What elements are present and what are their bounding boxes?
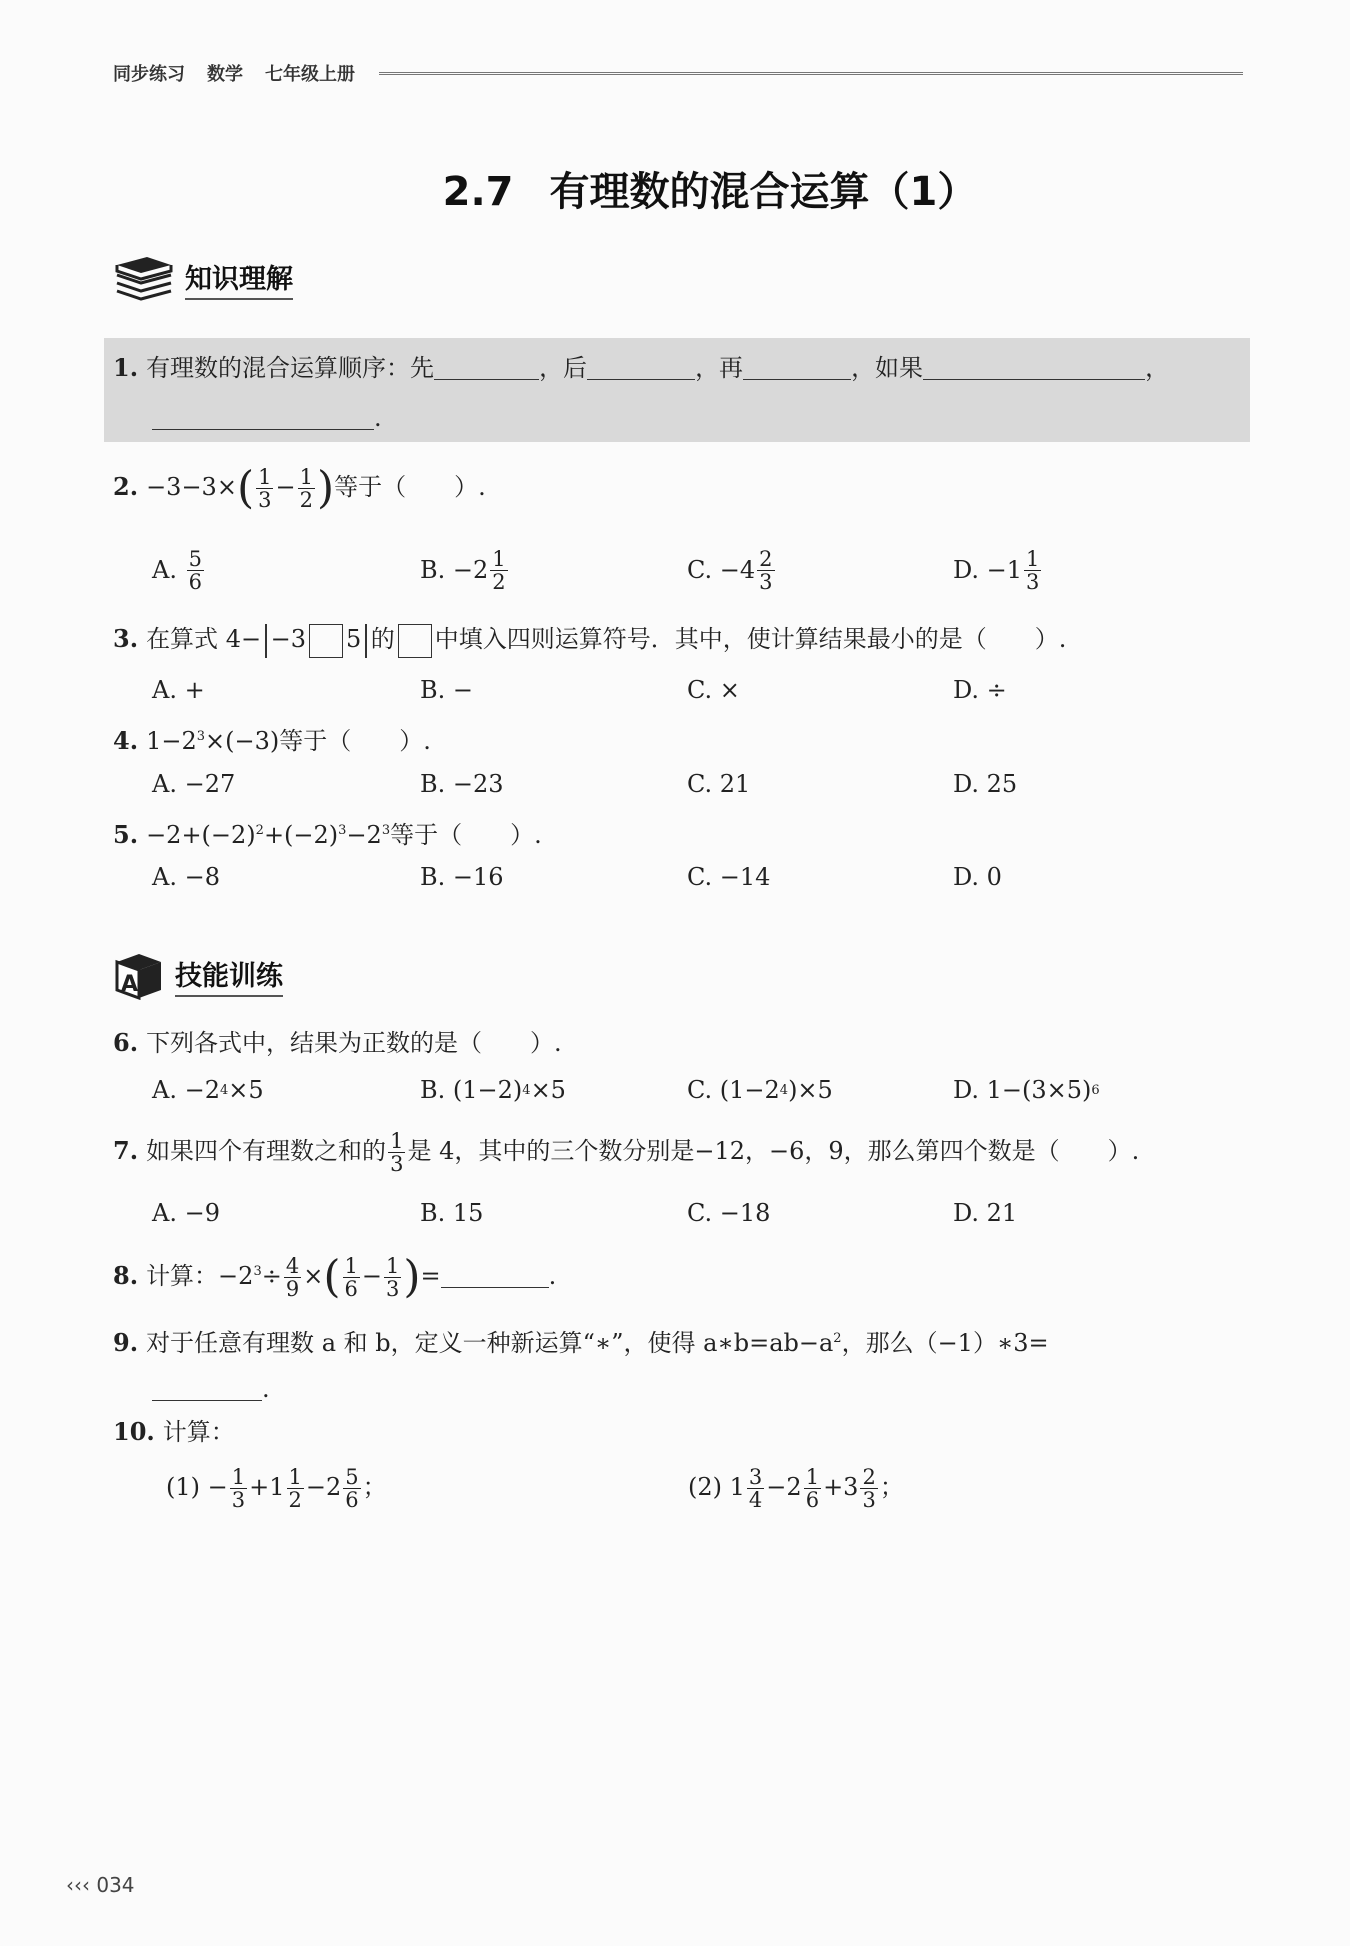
question-text: ，如果 [851, 354, 924, 382]
operator-box [309, 624, 343, 658]
fraction: $\frac{1}{3}$ [385, 1254, 400, 1301]
question-text: −3−3× [146, 473, 237, 501]
section-label: 技能训练 [175, 954, 283, 997]
svg-text:A: A [121, 972, 139, 997]
question-number: 6. [113, 1028, 139, 1057]
question-text: 有理数的混合运算顺序：先 [146, 354, 435, 382]
option-c[interactable]: C. 21 [687, 770, 751, 798]
option-a[interactable]: A. −8 [152, 863, 220, 891]
option-d[interactable]: D. 21 [953, 1199, 1018, 1227]
fraction: $\frac{1}{6}$ [344, 1254, 358, 1301]
question-7-options [152, 1193, 1252, 1233]
option-b[interactable]: B. −2 $\frac{1}{2}$ [420, 546, 506, 594]
question-1 [113, 351, 1169, 385]
question-5: 5. $-2+(-2)^2+(-2)^3-2^3$等于（ ）. [113, 820, 542, 849]
operator-box [398, 624, 432, 658]
question-number: 4. [113, 726, 139, 755]
question-4: 4. $1-2^3\times(-3)$等于（ ）. [113, 726, 431, 755]
question-text: 计算： [162, 1418, 235, 1446]
question-text: ，再 [695, 354, 744, 382]
question-10 [113, 1415, 235, 1449]
books-icon [113, 255, 175, 301]
question-3-options [152, 670, 1252, 710]
question-10-part-2: (2) 1 $\frac{3}{4}$ −2 $\frac{1}{6}$ +3 $\frac{2}{3}$ ； [688, 1465, 904, 1512]
question-number: 3. [113, 624, 139, 653]
answer-blank[interactable] [743, 353, 851, 380]
question-6-options [152, 1070, 1252, 1110]
question-text: 中填入四则运算符号．其中，使计算结果最小的是（ ）. [434, 625, 1067, 653]
option-d[interactable]: D. 25 [953, 770, 1018, 798]
question-2-options [152, 546, 1252, 594]
page-title [0, 160, 1350, 217]
question-6 [113, 1026, 562, 1060]
question-7: 7. 如果四个有理数之和的 $\frac{1}{3}$ 是 4，其中的三个数分别是−12，−6，9，那么第四个数是（ ）. [113, 1129, 1140, 1176]
option-c[interactable]: C. −14 [687, 863, 771, 891]
answer-blank[interactable] [434, 353, 539, 380]
option-d[interactable]: D. ÷ [953, 676, 1007, 704]
header-subject: 数学 [207, 64, 243, 85]
option-d[interactable]: D. −1 $\frac{1}{3}$ [953, 546, 1040, 594]
header-book: 同步练习 [113, 64, 185, 85]
option-c[interactable]: C. × [687, 676, 740, 704]
section-label: 知识理解 [185, 257, 293, 300]
question-text: . [374, 404, 382, 432]
question-3: 3. 在算式 4− −3 5 的 中填入四则运算符号．其中，使计算结果最小的是（ ）. [113, 622, 1066, 658]
question-number: 7. [113, 1136, 139, 1165]
question-number: 10. [113, 1417, 155, 1446]
option-b[interactable]: B. − [420, 676, 474, 704]
question-text: 等于（ ）. [334, 473, 486, 501]
section-knowledge [113, 255, 293, 301]
fraction: $\frac{4}{9}$ [285, 1254, 300, 1301]
question-5-options [152, 857, 1252, 897]
question-9-line2: . [152, 1372, 270, 1406]
answer-blank[interactable] [441, 1261, 549, 1288]
option-b[interactable]: B. −16 [420, 863, 504, 891]
question-number: 5. [113, 820, 139, 849]
question-8: 8. 计算：$-2^3\div$ $\frac{4}{9}$ ×( $\frac{1}{6}$ − $\frac{1}{3}$ )= . [113, 1251, 557, 1303]
question-2: 2. −3−3×( $\frac{1}{3}$ − $\frac{1}{2}$ )等于（ ）. [113, 462, 486, 514]
option-d[interactable]: D. 0 [953, 863, 1002, 891]
question-text: 下列各式中，结果为正数的是（ ）. [146, 1029, 562, 1057]
cube-a-icon [113, 950, 165, 1000]
page-header [113, 58, 1243, 88]
question-number: 9. [113, 1328, 139, 1357]
fraction: $\frac{1}{2}$ [299, 465, 313, 512]
option-c[interactable]: C. −18 [687, 1199, 771, 1227]
answer-blank[interactable] [152, 1374, 262, 1401]
question-4-options [152, 764, 1252, 804]
option-a[interactable]: A. −2 4 ×5 [152, 1076, 264, 1104]
option-b[interactable]: B. −23 [420, 770, 504, 798]
question-1-line2 [152, 401, 382, 435]
option-c[interactable]: C. (1−2 4 )×5 [687, 1076, 833, 1104]
header-grade: 七年级上册 [265, 64, 355, 85]
option-a[interactable]: A. $\frac{5}{6}$ [152, 546, 202, 594]
page-number: ‹‹‹ 034 [66, 1873, 135, 1897]
answer-blank[interactable] [152, 403, 374, 430]
question-9: 9. 对于任意有理数 a 和 b，定义一种新运算“∗”，使得 $a∗b=ab-a^2$，那么（−1）∗3= [113, 1328, 1049, 1357]
option-d[interactable]: D. 1−(3×5) 6 [953, 1076, 1100, 1104]
question-10-part-1: (1) − $\frac{1}{3}$ +1 $\frac{1}{2}$ −2 $\frac{5}{6}$ ； [166, 1465, 387, 1512]
option-c[interactable]: C. −4 $\frac{2}{3}$ [687, 546, 773, 594]
question-number: 8. [113, 1261, 139, 1290]
option-b[interactable]: B. (1−2) 4 ×5 [420, 1076, 566, 1104]
option-a[interactable]: A. + [152, 676, 205, 704]
header-rule [379, 72, 1243, 75]
option-a[interactable]: A. −27 [152, 770, 236, 798]
fraction: $\frac{1}{3}$ [390, 1129, 404, 1176]
option-b[interactable]: B. 15 [420, 1199, 484, 1227]
section-skills [113, 950, 283, 1000]
answer-blank[interactable] [587, 353, 695, 380]
question-text: ， [1145, 354, 1170, 382]
answer-blank[interactable] [923, 353, 1145, 380]
fraction: $\frac{1}{3}$ [258, 465, 272, 512]
question-text: ，后 [539, 354, 588, 382]
option-a[interactable]: A. −9 [152, 1199, 220, 1227]
section-number: 2.7 [442, 169, 514, 215]
question-number: 2. [113, 472, 139, 501]
question-number: 1. [113, 353, 139, 382]
section-title: 有理数的混合运算（1） [549, 169, 978, 215]
